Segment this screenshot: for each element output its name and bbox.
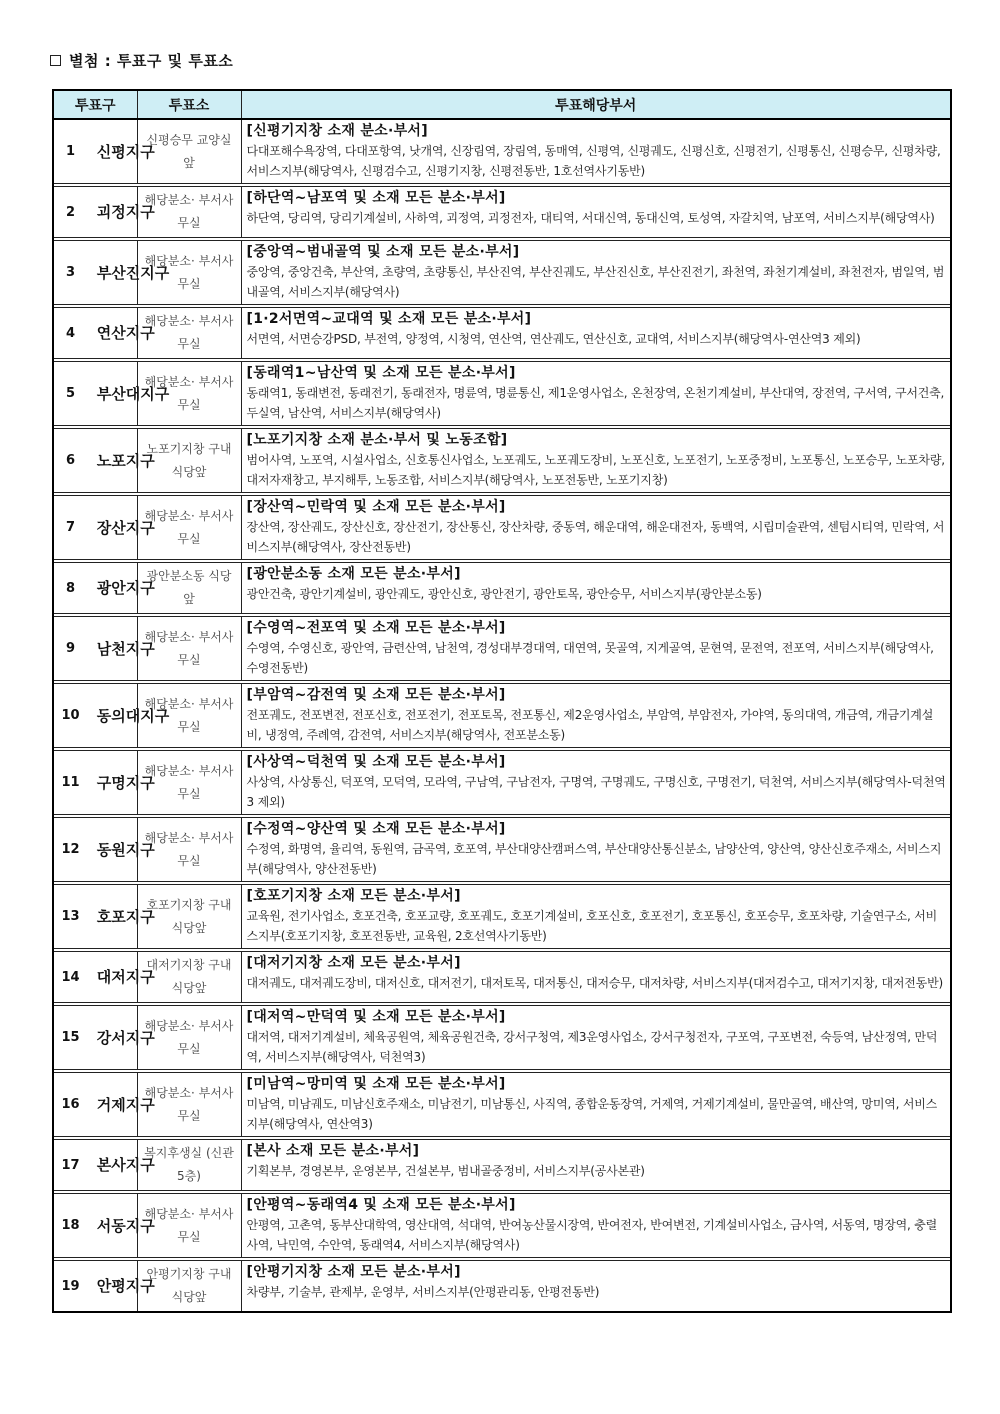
row-departments (241, 241, 951, 305)
departments-heading: [동래역1~남산역 및 소재 모든 분소·부서] (246, 365, 516, 381)
row-number: 18 (53, 1194, 87, 1258)
row-number: 4 (53, 308, 87, 359)
row-district (87, 308, 155, 359)
table-header-row (53, 90, 951, 119)
row-departments (241, 684, 951, 748)
departments-heading: [대저기지창 소재 모든 분소·부서] (246, 955, 461, 971)
district-name: 남천지구 (96, 639, 155, 658)
voting-table (52, 89, 952, 1313)
row-polling-place: 해당분소· 부서사무실 (137, 496, 241, 560)
row-number: 1 (53, 119, 87, 184)
departments-list: 사상역, 사상통신, 덕포역, 모덕역, 모라역, 구남역, 구남전자, 구명역, 구명궤도, 구명신호, 구명전기, 덕천역, 서비스지부(해당역사-덕천역3 제외) (246, 775, 946, 809)
row-district (87, 187, 155, 238)
row-district (87, 1073, 155, 1137)
table-row (53, 885, 951, 949)
table-row (53, 1261, 951, 1313)
row-number: 17 (53, 1140, 87, 1191)
row-number: 5 (53, 362, 87, 426)
row-departments (241, 119, 951, 184)
row-district (87, 496, 155, 560)
row-departments (241, 362, 951, 426)
district-name: 대저지구 (96, 968, 155, 986)
departments-heading: [부암역~감전역 및 소재 모든 분소·부서] (246, 687, 506, 703)
row-district (87, 751, 155, 815)
row-polling-place: 해당분소· 부서사무실 (137, 1073, 241, 1137)
table-row (53, 684, 951, 748)
table-row (53, 563, 951, 614)
row-district (87, 563, 155, 614)
row-polling-place: 해당분소· 부서사무실 (137, 818, 241, 882)
row-departments (241, 308, 951, 359)
departments-heading: [안평기지창 소재 모든 분소·부서] (246, 1264, 461, 1280)
row-district (87, 1194, 155, 1258)
row-district (87, 684, 170, 748)
departments-list: 다대포해수욕장역, 다대포항역, 낫개역, 신장림역, 장림역, 동매역, 신평역, 신평궤도, 신평신호, 신평전기, 신평통신, 신평승무, 신평차량, 서비스지부(해당역사, 신평검수고, 신평기지창, 신평전동반, 1호선역사기동반) (246, 144, 941, 178)
row-number: 12 (53, 818, 87, 882)
row-polling-place: 해당분소· 부서사무실 (137, 241, 241, 305)
row-departments (241, 751, 951, 815)
row-polling-place: 노포기지창 구내식당앞 (137, 429, 241, 493)
departments-heading: [안평역~동래역4 및 소재 모든 분소·부서] (246, 1197, 516, 1213)
row-polling-place: 해당분소· 부서사무실 (137, 308, 241, 359)
district-name: 거제지구 (96, 1095, 155, 1114)
district-name: 강서지구 (96, 1028, 155, 1047)
departments-heading: [신평기지창 소재 분소·부서] (246, 123, 428, 139)
row-polling-place: 복지후생실 (신관5층) (137, 1140, 241, 1191)
table-row (53, 952, 951, 1003)
district-name: 노포지구 (96, 451, 155, 470)
row-district (87, 818, 155, 882)
departments-list: 서면역, 서면승강PSD, 부전역, 양정역, 시청역, 연산역, 연산궤도, 연산신호, 교대역, 서비스지부(해당역사-연산역3 제외) (246, 332, 861, 346)
row-polling-place: 해당분소· 부서사무실 (137, 617, 241, 681)
departments-heading: [노포기지창 소재 분소·부서 및 노동조합] (246, 432, 508, 448)
row-district (87, 617, 155, 681)
table-row (53, 1140, 951, 1191)
departments-list: 광안건축, 광안기계설비, 광안궤도, 광안신호, 광안전기, 광안토목, 광안승무, 서비스지부(광안분소동) (246, 587, 762, 601)
page-title (50, 50, 233, 71)
row-district (87, 1006, 155, 1070)
row-polling-place: 해당분소· 부서사무실 (137, 362, 241, 426)
row-departments (241, 1073, 951, 1137)
row-polling-place: 대저기지창 구내식당앞 (137, 952, 241, 1003)
row-polling-place: 해당분소· 부서사무실 (137, 187, 241, 238)
departments-list: 대저궤도, 대저궤도장비, 대저신호, 대저전기, 대저토목, 대저통신, 대저승무, 대저차량, 서비스지부(대저검수고, 대저기지창, 대저전동반) (246, 976, 943, 990)
district-name: 괴정지구 (96, 203, 155, 221)
table-row (53, 308, 951, 359)
district-name: 동원지구 (96, 840, 155, 859)
departments-list: 범어사역, 노포역, 시설사업소, 신호통신사업소, 노포궤도, 노포궤도장비, 노포신호, 노포전기, 노포중정비, 노포통신, 노포승무, 노포차량, 대저자재창고, 부지해투, 노동조합, 서비스지부(해당역사, 노포전동반, 노포기지창) (246, 453, 945, 487)
row-departments (241, 1194, 951, 1258)
departments-heading: [장산역~민락역 및 소재 모든 분소·부서] (246, 499, 506, 515)
departments-list: 하단역, 당리역, 당리기계설비, 사하역, 괴정역, 괴정전자, 대티역, 서대신역, 동대신역, 토성역, 자갈치역, 남포역, 서비스지부(해당역사) (246, 211, 935, 225)
row-number: 13 (53, 885, 87, 949)
table-row (53, 496, 951, 560)
departments-list: 중앙역, 중앙건축, 부산역, 초량역, 초량통신, 부산진역, 부산진궤도, 부산진신호, 부산진전기, 좌천역, 좌천기계설비, 좌천전자, 범일역, 범내골역, 서비스지부(해당역사) (246, 265, 945, 299)
row-departments (241, 617, 951, 681)
row-number: 8 (53, 563, 87, 614)
row-departments (241, 952, 951, 1003)
row-district (87, 241, 170, 305)
departments-list: 장산역, 장산궤도, 장산신호, 장산전기, 장산통신, 장산차량, 중동역, 해운대역, 해운대전자, 동백역, 시립미술관역, 센텀시티역, 민락역, 서비스지부(해당역사, 장산전동반) (246, 520, 945, 554)
row-number: 6 (53, 429, 87, 493)
row-departments (241, 429, 951, 493)
header-place: 투표소 (137, 90, 241, 119)
district-name: 호포지구 (96, 907, 155, 926)
row-number: 19 (53, 1261, 87, 1313)
table-row (53, 751, 951, 815)
table-row (53, 818, 951, 882)
departments-heading: [하단역~남포역 및 소재 모든 분소·부서] (246, 190, 506, 206)
departments-list: 기획본부, 경영본부, 운영본부, 건설본부, 범내골중정비, 서비스지부(공사본관) (246, 1164, 645, 1178)
row-polling-place: 해당분소· 부서사무실 (137, 751, 241, 815)
row-departments (241, 1140, 951, 1191)
departments-heading: [수영역~전포역 및 소재 모든 분소·부서] (246, 620, 506, 636)
page-title-text: 별첨 : 투표구 및 투표소 (69, 52, 234, 70)
row-number: 3 (53, 241, 87, 305)
departments-list: 대저역, 대저기계설비, 체육공원역, 체육공원건축, 강서구청역, 제3운영사업소, 강서구청전자, 구포역, 구포변전, 숙등역, 남산정역, 만덕역, 서비스지부(해당역사, 덕천역3) (246, 1030, 938, 1064)
departments-list: 전포궤도, 전포변전, 전포신호, 전포전기, 전포토목, 전포통신, 제2운영사업소, 부암역, 부암전자, 가야역, 동의대역, 개금역, 개금기계설비, 냉정역, 주례역, 감전역, 서비스지부(해당역사, 전포분소동) (246, 708, 934, 742)
district-name: 신평지구 (96, 142, 155, 161)
departments-list: 동래역1, 동래변전, 동래전기, 동래전자, 명륜역, 명륜통신, 제1운영사업소, 온천장역, 온천기계설비, 부산대역, 장전역, 구서역, 구서건축, 두실역, 남산역, 서비스지부(해당역사) (246, 386, 945, 420)
row-polling-place: 해당분소· 부서사무실 (137, 1006, 241, 1070)
row-polling-place: 해당분소· 부서사무실 (137, 1194, 241, 1258)
row-number: 16 (53, 1073, 87, 1137)
district-name: 광안지구 (96, 579, 155, 597)
district-name: 부산진지구 (96, 263, 170, 282)
departments-heading: [호포기지창 소재 모든 분소·부서] (246, 888, 461, 904)
departments-heading: [1·2서면역~교대역 및 소재 모든 분소·부서] (246, 311, 532, 327)
district-name: 본사지구 (96, 1156, 155, 1174)
row-district (87, 1140, 155, 1191)
table-row (53, 187, 951, 238)
row-departments (241, 1006, 951, 1070)
district-name: 서동지구 (96, 1216, 155, 1235)
row-number: 15 (53, 1006, 87, 1070)
departments-list: 수영역, 수영신호, 광안역, 금련산역, 남천역, 경성대부경대역, 대연역, 못골역, 지게골역, 문현역, 문전역, 전포역, 서비스지부(해당역사, 수영전동반) (246, 641, 934, 675)
district-name: 연산지구 (96, 324, 155, 342)
checkbox-square-icon (50, 55, 61, 66)
district-name: 장산지구 (96, 518, 155, 537)
departments-list: 안평역, 고촌역, 동부산대학역, 영산대역, 석대역, 반여농산물시장역, 반여전자, 반여변전, 기계설비사업소, 금사역, 서동역, 명장역, 충렬사역, 낙민역, 수안역, 동래역4, 서비스지부(해당역사) (246, 1218, 938, 1252)
row-district (87, 1261, 155, 1313)
header-district: 투표구 (53, 90, 137, 119)
row-number: 7 (53, 496, 87, 560)
table-row (53, 362, 951, 426)
row-district (87, 119, 155, 184)
row-number: 9 (53, 617, 87, 681)
row-number: 10 (53, 684, 87, 748)
row-district (87, 885, 155, 949)
departments-heading: [미남역~망미역 및 소재 모든 분소·부서] (246, 1076, 506, 1092)
row-departments (241, 563, 951, 614)
table-row (53, 1194, 951, 1258)
departments-heading: [광안분소동 소재 모든 분소·부서] (246, 566, 461, 582)
table-row (53, 1006, 951, 1070)
district-name: 구명지구 (96, 773, 155, 792)
row-polling-place: 안평기지창 구내식당앞 (137, 1261, 241, 1313)
table-row (53, 241, 951, 305)
departments-heading: [본사 소재 모든 분소·부서] (246, 1143, 420, 1159)
departments-list: 교육원, 전기사업소, 호포건축, 호포교량, 호포궤도, 호포기계설비, 호포신호, 호포전기, 호포통신, 호포승무, 호포차량, 기술연구소, 서비스지부(호포기지창, 호포전동반, 교육원, 2호선역사기동반) (246, 909, 938, 943)
departments-list: 미남역, 미남궤도, 미남신호주재소, 미남전기, 미남통신, 사직역, 종합운동장역, 거제역, 거제기계설비, 물만골역, 배산역, 망미역, 서비스지부(해당역사, 연산역3) (246, 1097, 938, 1131)
row-district (87, 952, 155, 1003)
row-departments (241, 1261, 951, 1313)
departments-heading: [대저역~만덕역 및 소재 모든 분소·부서] (246, 1009, 506, 1025)
row-polling-place: 신평승무 교양실앞 (137, 119, 241, 184)
table-row (53, 617, 951, 681)
departments-list: 수정역, 화명역, 율리역, 동원역, 금곡역, 호포역, 부산대양산캠퍼스역, 부산대양산통신분소, 남양산역, 양산역, 양산신호주재소, 서비스지부(해당역사, 양산전동반) (246, 842, 942, 876)
row-polling-place: 광안분소동 식당앞 (137, 563, 241, 614)
district-name: 부산대지구 (96, 384, 170, 403)
row-departments (241, 818, 951, 882)
district-name: 안평지구 (96, 1277, 155, 1295)
table-row (53, 1073, 951, 1137)
header-departments: 투표해당부서 (241, 90, 951, 119)
departments-heading: [사상역~덕천역 및 소재 모든 분소·부서] (246, 754, 506, 770)
row-departments (241, 885, 951, 949)
row-departments (241, 187, 951, 238)
table-row (53, 119, 951, 184)
row-number: 11 (53, 751, 87, 815)
district-name: 동의대지구 (96, 706, 170, 725)
row-district (87, 362, 170, 426)
departments-heading: [중앙역~범내골역 및 소재 모든 분소·부서] (246, 244, 520, 260)
table-row (53, 429, 951, 493)
row-number: 2 (53, 187, 87, 238)
row-district (87, 429, 155, 493)
row-departments (241, 496, 951, 560)
row-polling-place: 해당분소· 부서사무실 (137, 684, 241, 748)
row-number: 14 (53, 952, 87, 1003)
row-polling-place: 호포기지창 구내식당앞 (137, 885, 241, 949)
departments-list: 차량부, 기술부, 관제부, 운영부, 서비스지부(안평관리동, 안평전동반) (246, 1285, 600, 1299)
departments-heading: [수정역~양산역 및 소재 모든 분소·부서] (246, 821, 506, 837)
